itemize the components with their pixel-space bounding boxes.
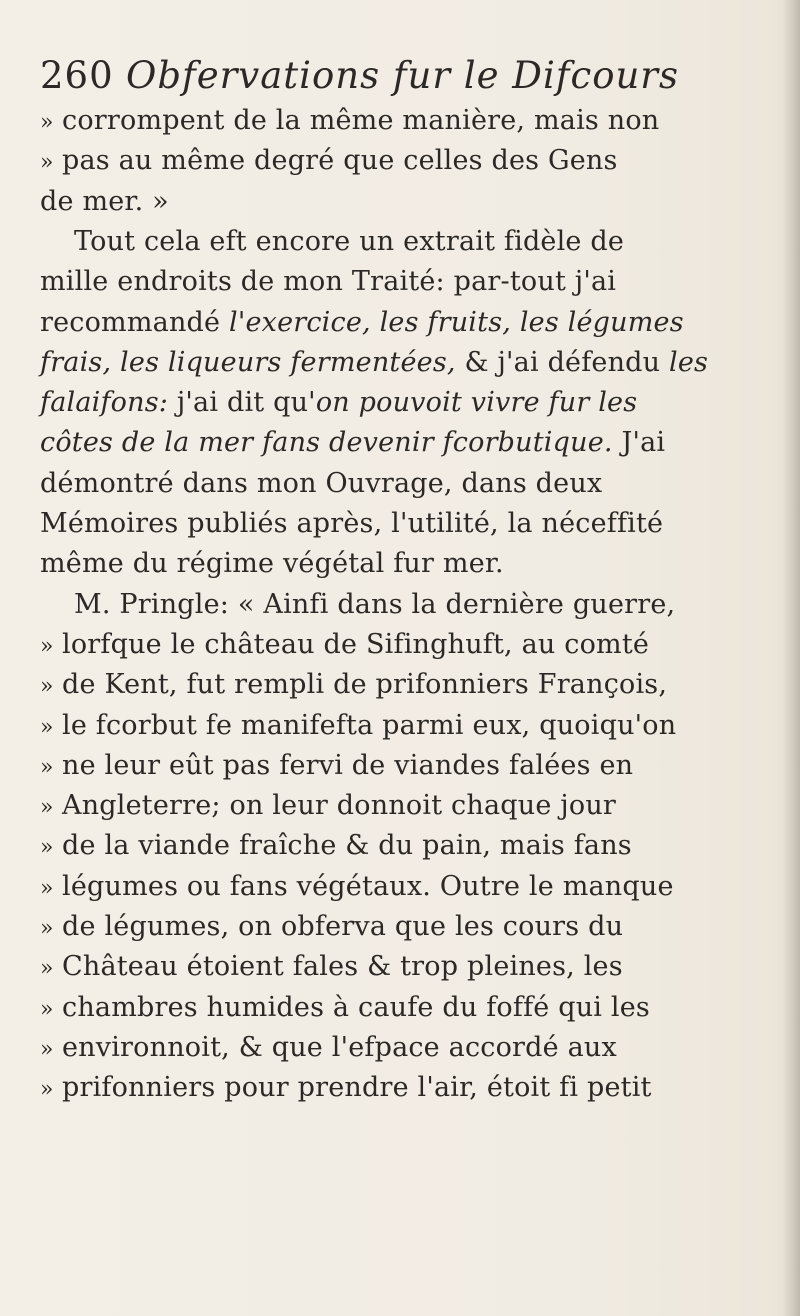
text-line xyxy=(40,743,633,789)
text-line xyxy=(40,864,674,910)
page-number: 260 xyxy=(40,54,114,97)
text-span: de la viande fraîche & du pain, mais fans xyxy=(62,830,632,862)
text-line xyxy=(40,98,659,144)
italic-text: on pouvoit vivre fur les xyxy=(315,387,638,419)
text-line xyxy=(40,944,623,990)
text-span: & j'ai défendu xyxy=(455,346,670,378)
quote-mark: » xyxy=(40,714,54,740)
italic-text: frais, les liqueurs fermentées, xyxy=(40,346,456,378)
text-line xyxy=(40,1025,617,1071)
italic-text: l'exercice, les fruits, les légumes xyxy=(229,306,684,338)
text-line xyxy=(40,622,649,668)
text-line xyxy=(40,1065,652,1111)
quote-mark: » xyxy=(40,956,54,982)
text-line xyxy=(40,703,676,749)
text-line xyxy=(40,380,637,426)
text-span: environnoit, & que l'efpace accordé aux xyxy=(62,1031,617,1063)
text-span: ne leur eût pas fervi de viandes falées en xyxy=(62,749,634,781)
text-span: chambres humides à caufe du foffé qui les xyxy=(62,991,650,1023)
text-span: démontré dans mon Ouvrage, dans deux xyxy=(40,467,603,499)
text-span: légumes ou fans végétaux. Outre le manque xyxy=(62,870,674,902)
text-line xyxy=(40,662,667,708)
text-line xyxy=(40,461,602,507)
text-span: lorfque le château de Sifinghuft, au comté xyxy=(62,628,650,660)
text-line xyxy=(40,823,632,869)
text-line xyxy=(40,138,618,184)
quote-mark: » xyxy=(40,916,54,941)
text-span: recommandé xyxy=(40,306,229,338)
text-span: pas au même degré que celles des Gens xyxy=(62,145,618,177)
text-span: le fcorbut fe manifefta parmi eux, quoiqu'on xyxy=(62,709,677,741)
italic-text: falaifons: xyxy=(40,387,169,419)
italic-text: côtes de la mer fans devenir fcorbutique. xyxy=(40,427,613,459)
text-span: prifonniers pour prendre l'air, étoit fi petit xyxy=(62,1072,652,1104)
running-title: Obfervations fur le Difcours xyxy=(126,54,679,97)
text-span: mille endroits de mon Traité: par-tout j'ai xyxy=(40,266,617,298)
text-span: J'ai xyxy=(612,427,666,459)
text-line xyxy=(40,985,650,1031)
quote-mark: » xyxy=(40,1077,54,1103)
quote-mark: » xyxy=(40,1036,54,1062)
text-line xyxy=(40,259,616,305)
text-line xyxy=(40,340,708,386)
text-line xyxy=(40,783,616,829)
text-span: Tout cela eft encore un extrait fidèle de xyxy=(74,225,625,257)
quote-mark: » xyxy=(40,633,54,659)
text-span: Mémoires publiés après, l'utilité, la néceffité xyxy=(40,508,664,539)
italic-text: les xyxy=(669,346,709,378)
text-line xyxy=(40,300,684,346)
text-span: de légumes, on obferva que les cours du xyxy=(62,911,624,942)
text-line xyxy=(74,582,675,628)
quote-mark: » xyxy=(40,110,54,135)
text-span: même du régime végétal fur mer. xyxy=(40,548,504,580)
text-line xyxy=(40,904,623,950)
quote-mark: » xyxy=(40,996,54,1022)
text-span: de Kent, fut rempli de prifonniers François, xyxy=(62,669,668,701)
page-edge-shadow xyxy=(782,0,800,1316)
quote-mark: » xyxy=(40,674,54,700)
text-span: Château étoient fales & trop pleines, les xyxy=(62,951,623,983)
text-span: j'ai dit qu' xyxy=(168,387,316,419)
text-line xyxy=(40,501,663,547)
quote-mark: » xyxy=(40,150,54,176)
text-span: de mer. » xyxy=(40,185,169,217)
text-span: corrompent de la même manière, mais non xyxy=(62,105,660,136)
text-line xyxy=(40,541,504,587)
text-span: Angleterre; on leur donnoit chaque jour xyxy=(62,790,617,822)
quote-mark: » xyxy=(40,835,54,861)
text-span: M. Pringle: « Ainfi dans la dernière guerre, xyxy=(74,588,676,620)
text-line xyxy=(40,420,665,466)
text-line xyxy=(74,219,624,265)
quote-mark: » xyxy=(40,795,54,821)
quote-mark: » xyxy=(40,875,54,901)
text-line xyxy=(40,179,169,225)
quote-mark: » xyxy=(40,754,54,780)
page-header xyxy=(40,52,760,100)
